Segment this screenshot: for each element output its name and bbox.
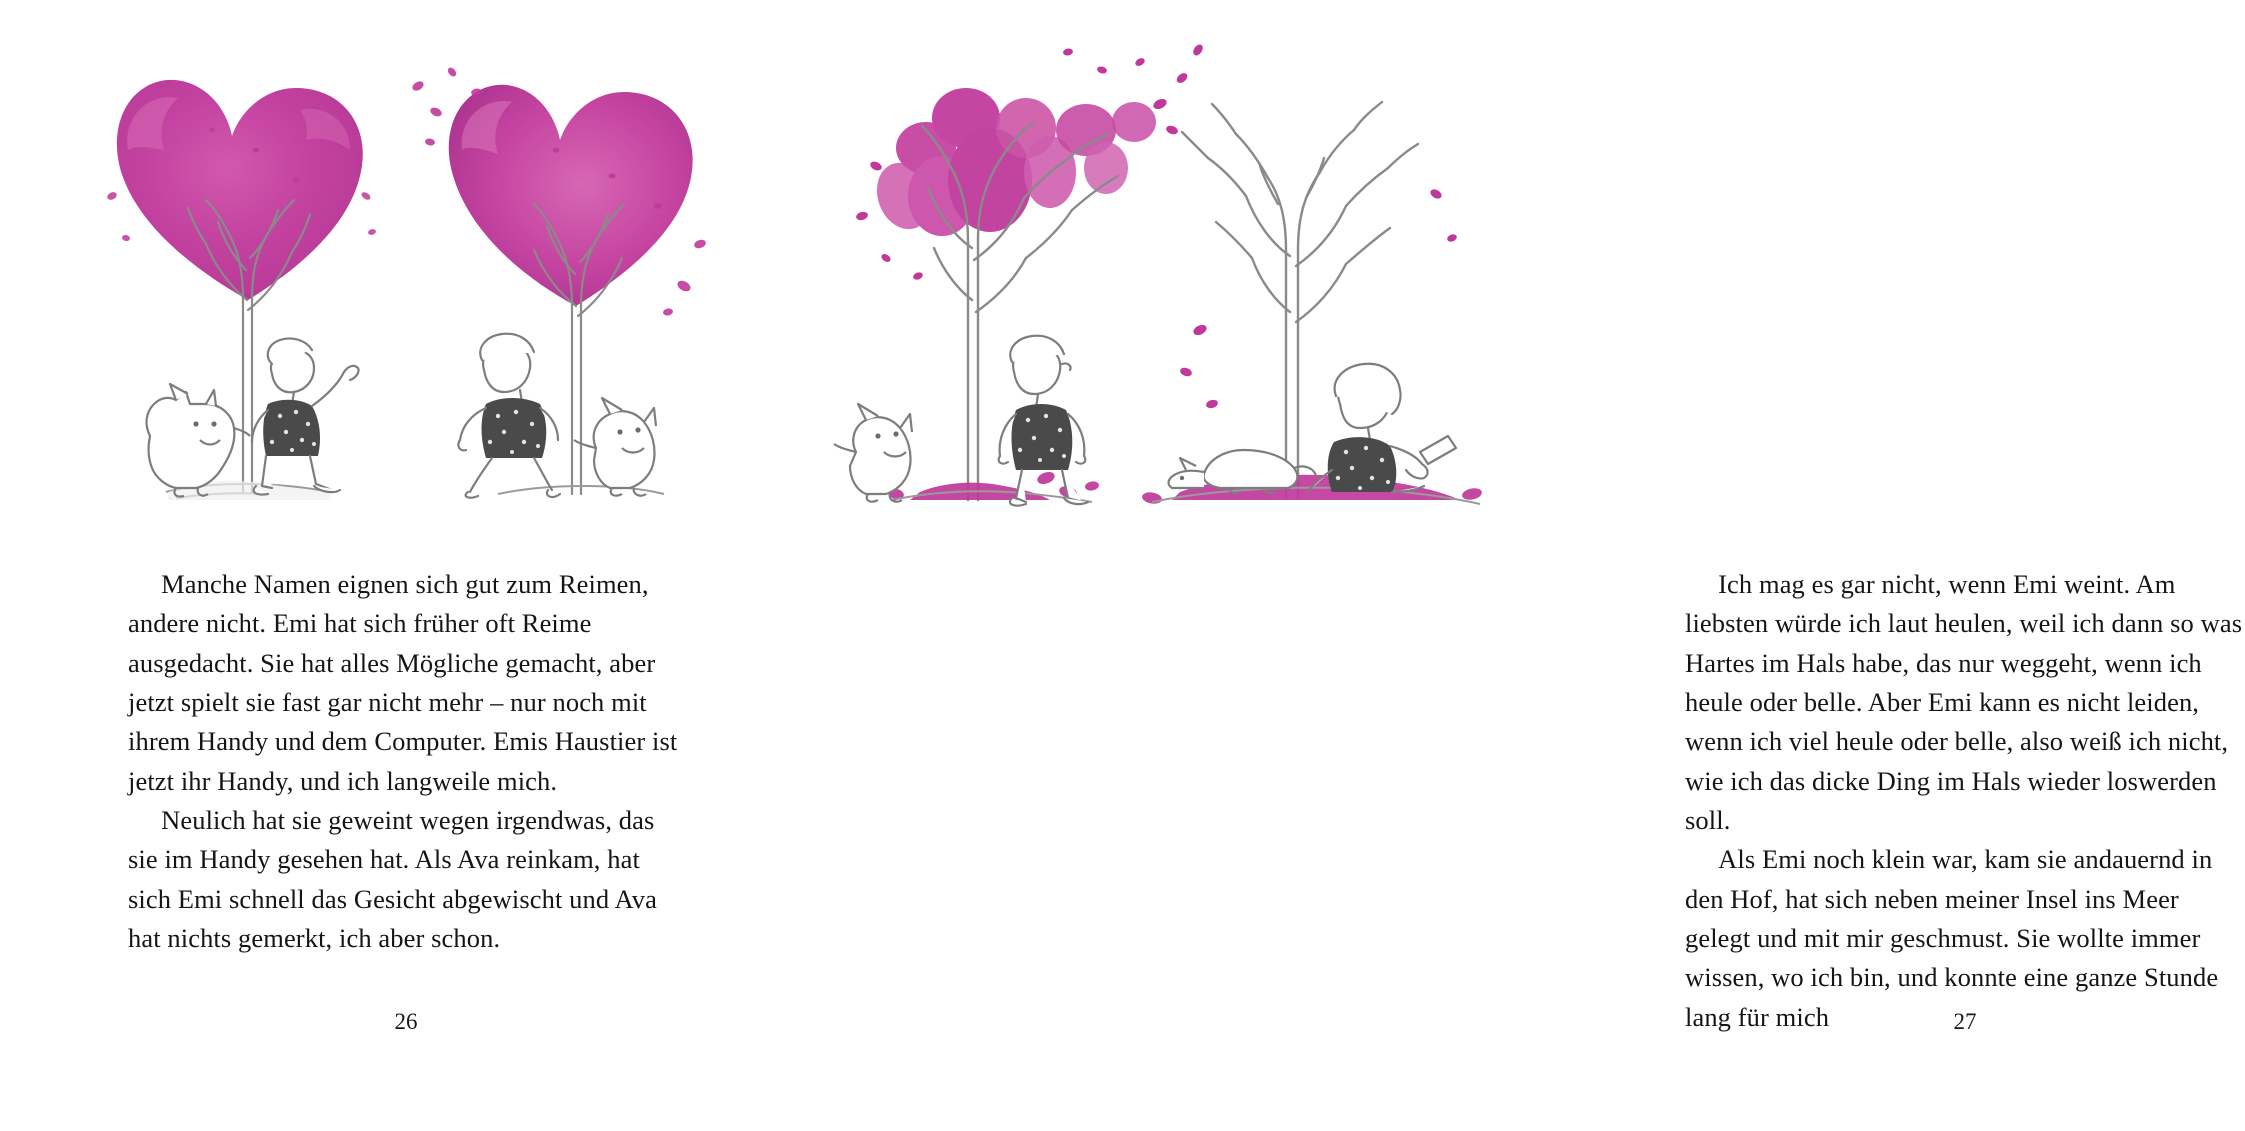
girl-sketch-running [458, 334, 560, 498]
left-page-illustration [0, 0, 800, 560]
bare-trees-illustration [800, 0, 1600, 560]
heart-tree-right [411, 66, 707, 494]
paragraph: Ich mag es gar nicht, wenn Emi weint. Am liebsten würde ich laut heulen, weil ich dann so was Hartes im Hals habe, das nur weggeht, wenn ich heule oder belle. Aber Emi kann es nicht leiden, wenn ich viel heule oder belle, also weiß ich nicht, wie ich das dicke Ding im Hals wieder loswerden soll. [1685, 569, 2243, 836]
girl-sketch-with-phone [1308, 364, 1456, 492]
dog-sketch-howling [834, 404, 912, 502]
girl-sketch-left [252, 338, 359, 494]
paragraph: Als Emi noch klein war, kam sie andauernd in den Hof, hat sich neben meiner Insel ins Meer gelegt und mit mir geschmust. Sie wollte immer wissen, wo ich bin, und konnte eine ganze Stunde lang für mich [1685, 844, 2219, 1032]
paragraph: Manche Namen eignen sich gut zum Reimen, andere nicht. Emi hat sich früher oft Reime ausgedacht. Sie hat alles Mögliche gemacht, aber jetzt spielt sie fast gar nicht mehr – nur noch mit ihrem Handy und dem Computer. Emis Haustier ist jetzt ihr Handy, und ich langweile mich. [128, 569, 678, 796]
dog-sketch-left [147, 384, 250, 497]
dog-sketch-right [574, 398, 656, 496]
page-number-left: 26 [394, 1009, 418, 1034]
right-page [800, 0, 2243, 1131]
left-page-text [128, 565, 684, 958]
right-page-text [1685, 565, 2245, 1037]
heart-tree-left [106, 80, 377, 500]
page-number-right: 27 [1953, 1009, 1977, 1034]
right-page-illustration [800, 0, 1600, 560]
heart-trees-illustration [0, 0, 800, 560]
paragraph: Neulich hat sie geweint wegen irgendwas, das sie im Handy gesehen hat. Als Ava reinkam, hat sich Emi schnell das Gesicht abgewischt und Ava hat nichts gemerkt, ich aber schon. [128, 805, 657, 954]
left-page [0, 0, 800, 1131]
